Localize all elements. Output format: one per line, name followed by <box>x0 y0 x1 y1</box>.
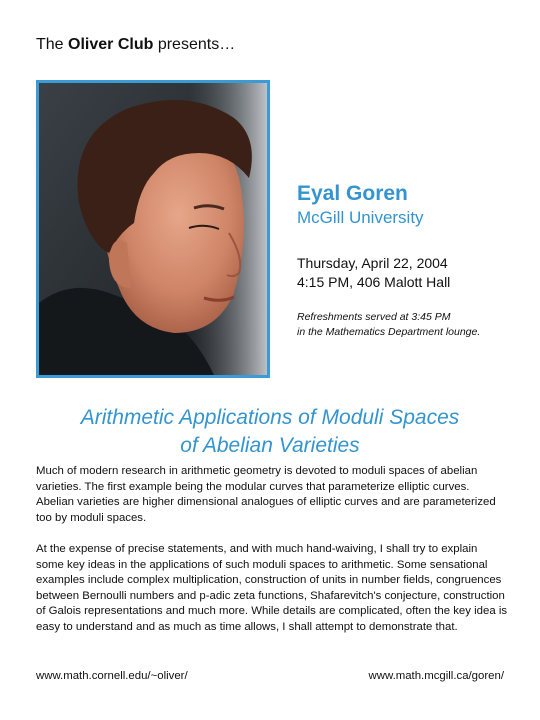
speaker-homepage-url[interactable]: www.math.mcgill.ca/goren/ <box>368 670 504 682</box>
event-date: Thursday, April 22, 2004 <box>297 255 448 271</box>
talk-title-line-2: of Abelian Varieties <box>180 434 360 457</box>
presents-prefix: The <box>36 36 69 53</box>
event-time-place: 4:15 PM, 406 Malott Hall <box>297 274 451 290</box>
refreshments-note <box>297 310 480 340</box>
oliver-club-url[interactable]: www.math.cornell.edu/~oliver/ <box>36 670 188 682</box>
talk-title-line-1: Arithmetic Applications of Moduli Spaces <box>80 406 460 429</box>
abstract <box>36 464 508 651</box>
refreshments-line-1: Refreshments served at 3:45 PM <box>297 311 451 323</box>
speaker-affiliation: McGill University <box>297 208 424 227</box>
presents-suffix: presents… <box>153 36 236 53</box>
speaker-name: Eyal Goren <box>297 182 408 205</box>
club-name: Oliver Club <box>68 36 154 53</box>
talk-title <box>0 404 540 460</box>
speaker-photo-frame <box>36 80 270 378</box>
abstract-paragraph-2: At the expense of precise statements, and with much hand-waiving, I shall try to explain some key ideas in the applications of such moduli spaces to arithmetic. Some sensational examples include complex multiplication, construction of units in number fields, congruences between Bernoulli numbers and p-adic zeta functions, Shafarevitch's conjecture, construction of Galois representations and much more. While details are complicated, often the key idea is easy to understand and as much as time allows, I shall attempt to demonstrate that. <box>36 542 508 633</box>
presents-line <box>36 36 235 54</box>
event-when <box>297 254 450 292</box>
refreshments-line-2: in the Mathematics Department lounge. <box>297 326 481 338</box>
speaker-photo <box>39 83 267 375</box>
abstract-paragraph-1: Much of modern research in arithmetic geometry is devoted to moduli spaces of abelian varieties. The first example being the modular curves that parameterize elliptic curves. Abelian varieties are higher dimensional analogues of elliptic curves and are parameterized too by moduli spaces. <box>36 465 496 524</box>
